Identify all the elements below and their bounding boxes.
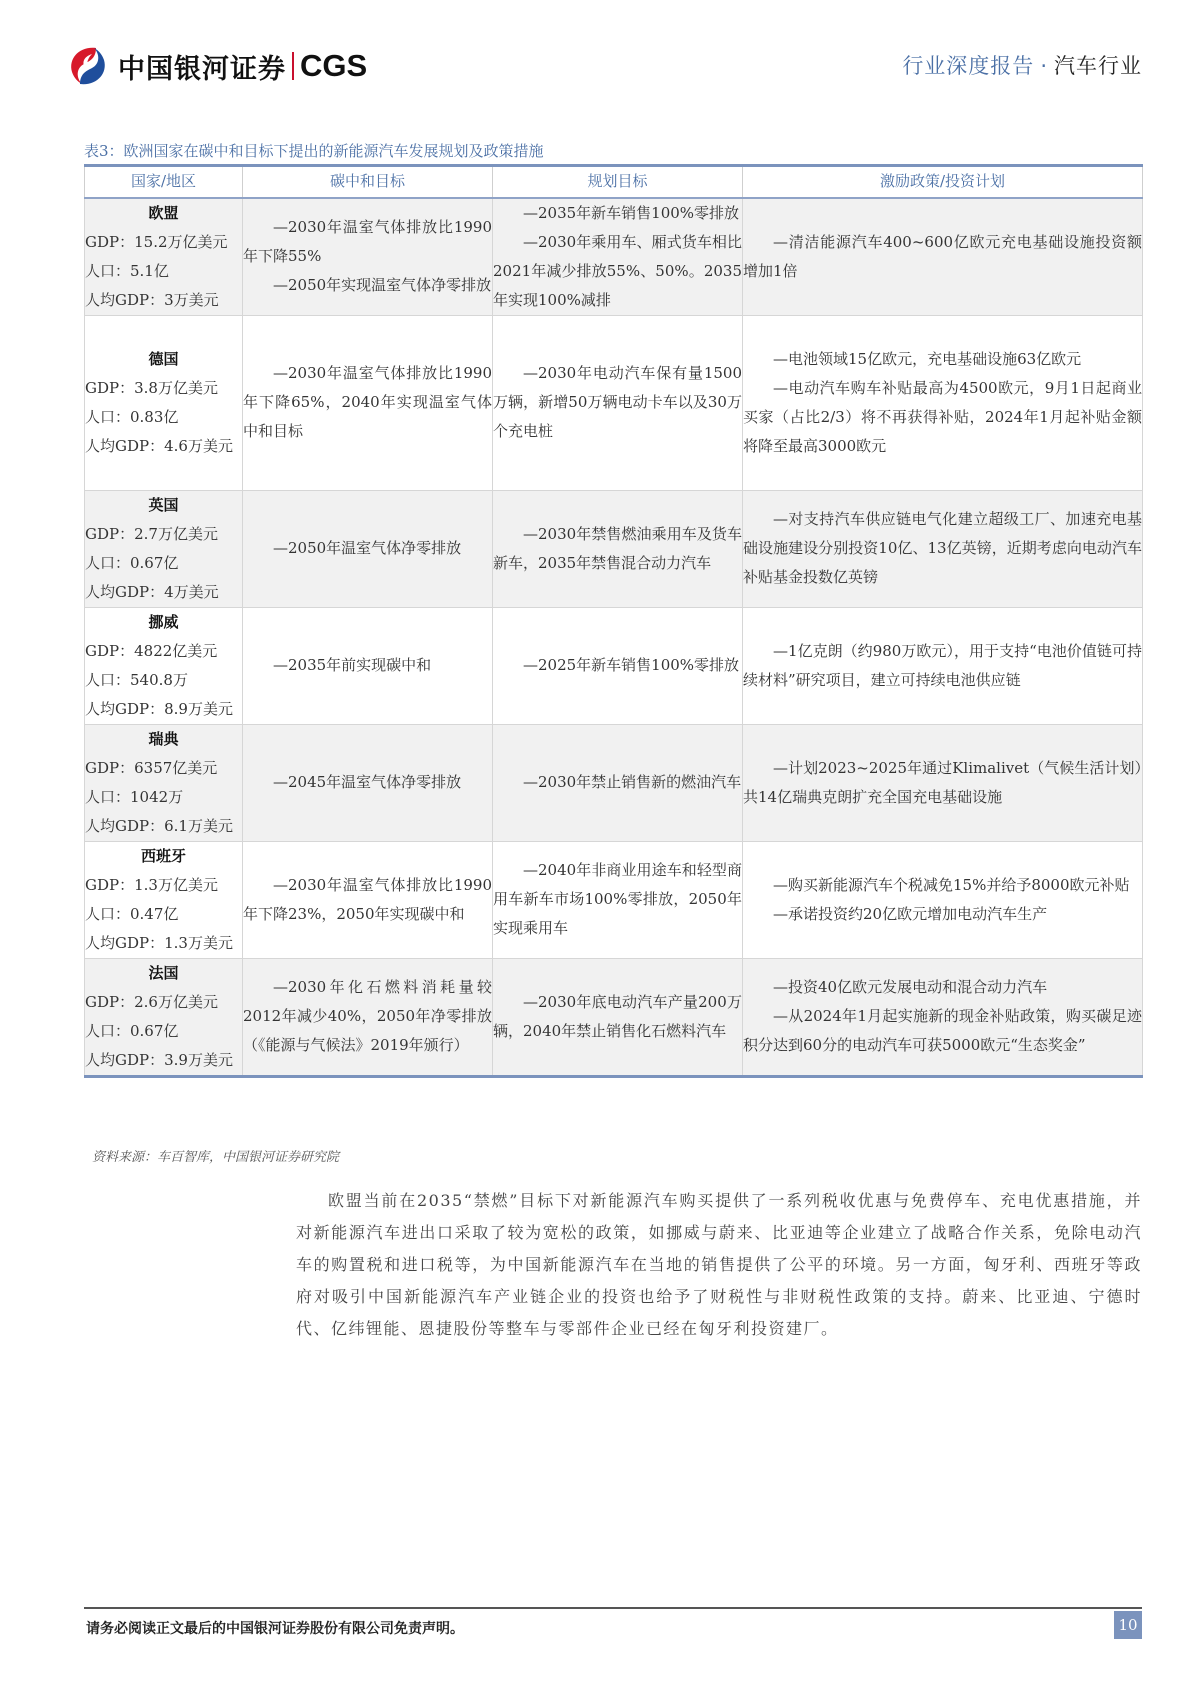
country-gdp-per-capita: 人均GDP：3万美元: [85, 290, 219, 309]
incentive-item: —1亿克朗（约980万欧元），用于支持“电池价值链可持续材料”研究项目，建立可持续电池供应链: [743, 641, 1142, 689]
table-row-france: [85, 958, 1143, 1076]
table-row-sweden: [85, 724, 1143, 841]
country-gdp: GDP：6357亿美元: [85, 758, 218, 777]
country-gdp-per-capita: 人均GDP：3.9万美元: [85, 1050, 233, 1069]
plan-target-item: —2030年电动汽车保有量1500万辆，新增50万辆电动卡车以及30万个充电桩: [493, 364, 742, 440]
plan-target-item: —2025年新车销售100%零排放: [523, 656, 740, 674]
country-population: 人口：1042万: [85, 787, 184, 806]
country-gdp: GDP：15.2万亿美元: [85, 232, 228, 251]
carbon-target-item: —2050年实现温室气体净零排放: [273, 276, 492, 294]
table-source-note: 资料来源：车百智库，中国银河证券研究院: [92, 1150, 340, 1165]
column-header-plan-target: 规划目标: [493, 166, 743, 198]
table-row-uk: [85, 490, 1143, 607]
plan-target-item: —2035年新车销售100%零排放: [523, 203, 740, 222]
carbon-target-cell: [243, 607, 493, 724]
plan-target-item: —2030年禁售燃油乘用车及货车新车，2035年禁售混合动力汽车: [493, 524, 742, 572]
plan-target-cell: [493, 315, 743, 490]
country-gdp-per-capita: 人均GDP：6.1万美元: [85, 816, 233, 835]
incentive-item: —计划2023~2025年通过Klimalivet（气候生活计划）共14亿瑞典克朗扩充全国充电基础设施: [743, 758, 1142, 806]
plan-target-item: —2030年底电动汽车产量200万辆，2040年禁止销售化石燃料汽车: [493, 992, 742, 1040]
incentives-cell: [743, 315, 1143, 490]
separator-dot: ·: [1040, 54, 1048, 78]
incentive-item: —承诺投资约20亿欧元增加电动汽车生产: [773, 904, 1048, 923]
table-row-germany: [85, 315, 1143, 490]
country-gdp-per-capita: 人均GDP：1.3万美元: [85, 933, 233, 952]
country-gdp: GDP：3.8万亿美元: [85, 378, 218, 397]
country-name: 德国: [148, 349, 179, 368]
plan-target-cell: [493, 198, 743, 316]
logo-divider: [292, 52, 294, 80]
country-name: 挪威: [148, 612, 179, 631]
country-cell: [85, 958, 243, 1076]
incentive-item: —电动汽车购车补贴最高为4500欧元，9月1日起商业买家（占比2/3）将不再获得补贴，2024年1月起补贴金额将降至最高3000欧元: [743, 378, 1142, 455]
incentives-cell: [743, 490, 1143, 607]
incentives-cell: [743, 607, 1143, 724]
incentives-cell: [743, 958, 1143, 1076]
incentive-item: —对支持汽车供应链电气化建立超级工厂、加速充电基础设施建设分别投资10亿、13亿英镑，近期考虑向电动汽车补贴基金投数亿英镑: [743, 510, 1142, 586]
incentive-item: —电池领域15亿欧元，充电基础设施63亿欧元: [773, 349, 1082, 368]
company-logo: [66, 44, 367, 88]
country-cell: [85, 315, 243, 490]
country-population: 人口：0.47亿: [85, 904, 179, 923]
plan-target-cell: [493, 490, 743, 607]
body-paragraph: 欧盟当前在2035“禁燃”目标下对新能源汽车购买提供了一系列税收优惠与免费停车、充电优惠措施，并对新能源汽车进出口采取了较为宽松的政策，如挪威与蔚来、比亚迪等企业建立了战略合作关系，免除电动汽车的购置税和进口税等，为中国新能源汽车在当地的销售提供了公平的环境。另一方面，匈牙利、西班牙等政府对吸引中国新能源汽车产业链企业的投资也给予了财税性与非财税性政策的支持。蔚来、比亚迪、宁德时代、亿纬锂能、恩捷股份等整车与零部件企业已经在匈牙利投资建厂。: [296, 1191, 1142, 1338]
country-population: 人口：0.67亿: [85, 553, 179, 572]
plan-target-item: —2040年非商业用途车和轻型商用车新车市场100%零排放，2050年实现乘用车: [493, 861, 742, 937]
country-cell: [85, 198, 243, 316]
footer-divider: [84, 1607, 1142, 1609]
carbon-target-cell: [243, 198, 493, 316]
country-gdp-per-capita: 人均GDP：8.9万美元: [85, 699, 233, 718]
country-name: 法国: [148, 963, 179, 982]
incentive-item: —清洁能源汽车400~600亿欧元充电基础设施投资额增加1倍: [743, 232, 1142, 280]
carbon-target-item: —2030年温室气体排放比1990年下降65%，2040年实现温室气体中和目标: [243, 364, 492, 440]
plan-target-item: —2030年禁止销售新的燃油汽车: [523, 773, 742, 791]
country-population: 人口：5.1亿: [85, 261, 169, 280]
country-gdp: GDP：1.3万亿美元: [85, 875, 218, 894]
logo-chinese-name: 中国银河证券: [118, 53, 286, 85]
policy-table: [84, 164, 1143, 1078]
carbon-target-cell: [243, 315, 493, 490]
incentives-cell: [743, 841, 1143, 958]
incentives-cell: [743, 724, 1143, 841]
country-name: 瑞典: [148, 729, 179, 748]
page-number: 10: [1114, 1611, 1142, 1639]
country-name: 英国: [148, 495, 179, 514]
country-cell: [85, 490, 243, 607]
carbon-target-cell: [243, 841, 493, 958]
incentive-item: —从2024年1月起实施新的现金补贴政策，购买碳足迹积分达到60分的电动汽车可获5000欧元“生态奖金”: [743, 1007, 1142, 1054]
country-gdp: GDP：4822亿美元: [85, 641, 218, 660]
incentives-cell: [743, 198, 1143, 316]
carbon-target-item: —2030年温室气体排放比1990年下降55%: [243, 218, 492, 265]
plan-target-cell: [493, 724, 743, 841]
carbon-target-item: —2045年温室气体净零排放: [273, 773, 462, 791]
country-population: 人口：0.83亿: [85, 407, 179, 426]
report-category: [902, 50, 1142, 80]
plan-target-item: —2030年乘用车、厢式货车相比2021年减少排放55%、50%。2035年实现100%减排: [493, 232, 742, 309]
galaxy-logo-icon: [66, 44, 110, 88]
country-population: 人口：540.8万: [85, 670, 188, 689]
country-population: 人口：0.67亿: [85, 1021, 179, 1040]
country-gdp: GDP：2.7万亿美元: [85, 524, 218, 543]
carbon-target-cell: [243, 724, 493, 841]
table-row-norway: [85, 607, 1143, 724]
carbon-target-cell: [243, 958, 493, 1076]
incentive-item: —购买新能源汽车个税减免15%并给予8000欧元补贴: [773, 875, 1130, 894]
carbon-target-item: —2030年温室气体排放比1990年下降23%，2050年实现碳中和: [243, 875, 492, 923]
column-header-country: 国家/地区: [85, 166, 243, 198]
country-gdp-per-capita: 人均GDP：4.6万美元: [85, 436, 233, 455]
country-gdp: GDP：2.6万亿美元: [85, 992, 218, 1011]
table-row-eu: [85, 198, 1143, 316]
report-type: 行业深度报告: [902, 54, 1035, 78]
country-cell: [85, 841, 243, 958]
table-row-spain: [85, 841, 1143, 958]
column-header-incentives: 激励政策/投资计划: [743, 166, 1143, 198]
country-name: 欧盟: [148, 203, 179, 222]
logo-english-name: CGS: [300, 48, 368, 83]
country-cell: [85, 607, 243, 724]
incentive-item: —投资40亿欧元发展电动和混合动力汽车: [773, 978, 1048, 996]
table-header-row: [85, 166, 1143, 198]
plan-target-cell: [493, 841, 743, 958]
page-header: [0, 0, 1200, 110]
table-caption: 表3：欧洲国家在碳中和目标下提出的新能源汽车发展规划及政策措施: [84, 142, 544, 160]
industry-label: 汽车行业: [1054, 54, 1142, 78]
carbon-target-cell: [243, 490, 493, 607]
carbon-target-item: —2035年前实现碳中和: [273, 656, 432, 674]
footer-disclaimer: 请务必阅读正文最后的中国银河证券股份有限公司免责声明。: [86, 1621, 464, 1637]
carbon-target-item: —2050年温室气体净零排放: [273, 539, 462, 557]
plan-target-cell: [493, 958, 743, 1076]
plan-target-cell: [493, 607, 743, 724]
column-header-carbon-target: 碳中和目标: [243, 166, 493, 198]
country-cell: [85, 724, 243, 841]
carbon-target-item: —2030年化石燃料消耗量较2012年减少40%，2050年净零排放（《能源与气候法》2019年颁行）: [243, 978, 492, 1054]
country-name: 西班牙: [140, 846, 186, 865]
country-gdp-per-capita: 人均GDP：4万美元: [85, 582, 219, 601]
